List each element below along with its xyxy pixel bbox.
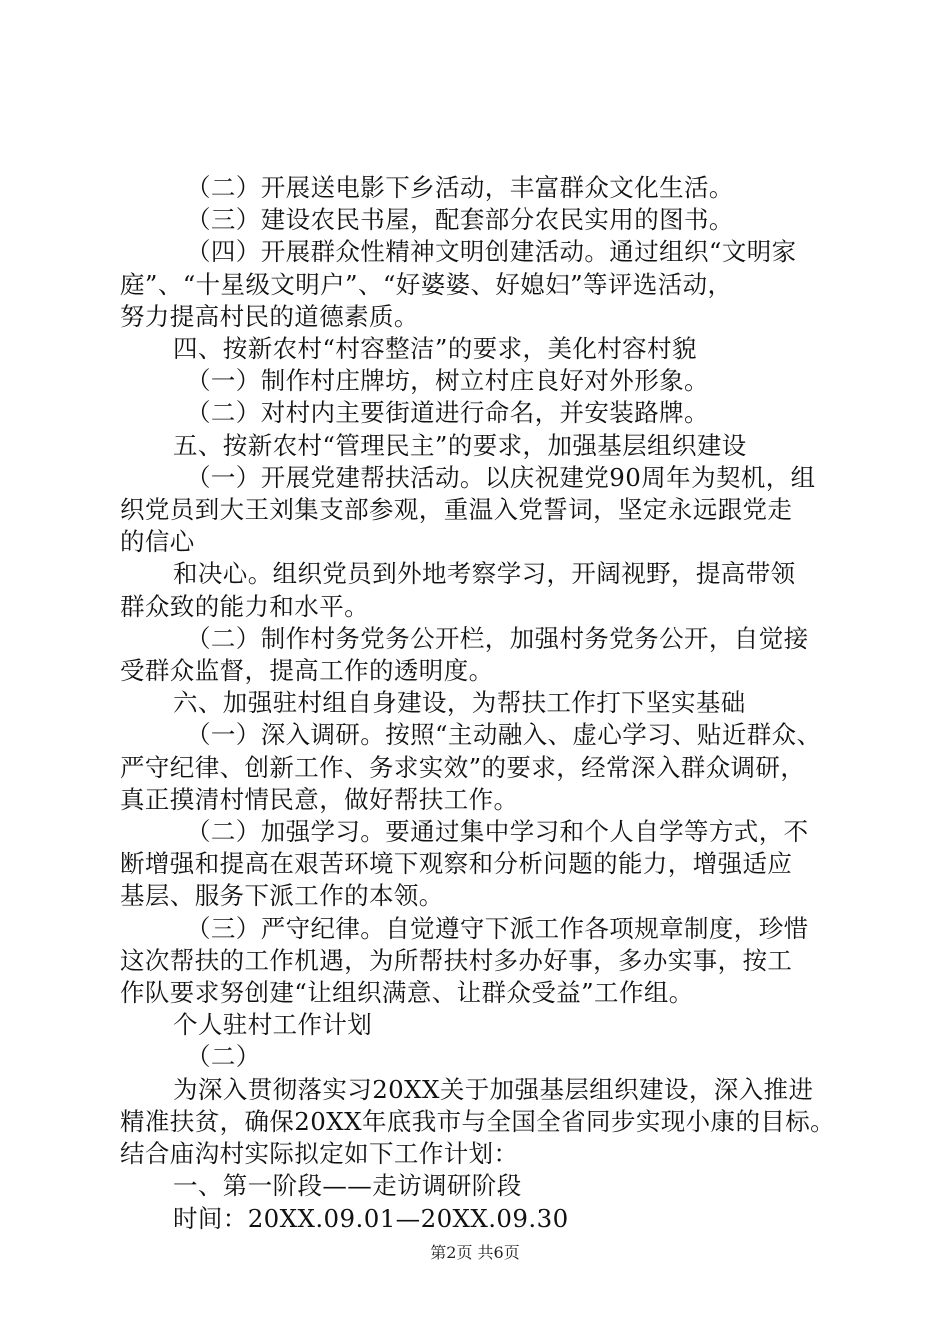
paragraph-line: 断增强和提高在艰苦环境下观察和分析问题的能力，增强适应 xyxy=(120,849,793,879)
paragraph-line: 为深入贯彻落实习20XX关于加强基层组织建设，深入推进 xyxy=(173,1074,814,1104)
paragraph-line: 六、加强驻村组自身建设，为帮扶工作打下坚实基础 xyxy=(173,688,746,718)
paragraph-line: （三）建设农民书屋，配套部分农民实用的图书。 xyxy=(186,205,734,235)
document-body xyxy=(120,172,840,1235)
paragraph-line: 个人驻村工作计划 xyxy=(173,1010,373,1040)
paragraph-line: 受群众监督，提高工作的透明度。 xyxy=(120,656,494,686)
paragraph-line: （二）对村内主要街道进行命名，并安装路牌。 xyxy=(186,398,709,428)
paragraph-line: 基层、服务下派工作的本领。 xyxy=(120,881,444,911)
paragraph-line: （二）加强学习。要通过集中学习和个人自学等方式，不 xyxy=(186,817,809,847)
paragraph-line: 庭”、“十星级文明户”、“好婆婆、好媳妇”等评选活动， xyxy=(120,269,733,299)
paragraph-line: 五、按新农村“管理民主”的要求，加强基层组织建设 xyxy=(173,430,747,460)
paragraph-line: 努力提高村民的道德素质。 xyxy=(120,301,419,331)
paragraph-line: （一）深入调研。按照“主动融入、虚心学习、贴近群众、 xyxy=(186,720,822,750)
paragraph-line: 织党员到大王刘集支部参观，重温入党誓词，坚定永远跟党走 xyxy=(120,495,793,525)
paragraph-line: 四、按新农村“村容整洁”的要求，美化村容村貌 xyxy=(173,334,697,364)
paragraph-line: 严守纪律、创新工作、务求实效”的要求，经常深入群众调研， xyxy=(120,752,806,782)
paragraph-line: 精准扶贫，确保20XX年底我市与全国全省同步实现小康的目标。 xyxy=(120,1106,836,1136)
paragraph-line: 的信心 xyxy=(120,527,195,557)
page-number-footer: 第2页 共6页 xyxy=(430,1243,520,1262)
paragraph-line: （一）制作村庄牌坊，树立村庄良好对外形象。 xyxy=(186,366,709,396)
paragraph-line: （二）开展送电影下乡活动，丰富群众文化生活。 xyxy=(186,173,734,202)
paragraph-line: （二）制作村务党务公开栏，加强村务党务公开，自觉接 xyxy=(186,623,809,653)
paragraph-line: 和决心。组织党员到外地考察学习，开阔视野，提高带领 xyxy=(173,559,796,589)
paragraph-line: 作队要求努创建“让组织满意、让群众受益”工作组。 xyxy=(120,978,694,1008)
paragraph-line: 群众致的能力和水平。 xyxy=(120,591,369,621)
paragraph-line: （二） xyxy=(186,1042,261,1072)
paragraph-line: 这次帮扶的工作机遇，为所帮扶村多办好事，多办实事，按工 xyxy=(120,945,793,975)
paragraph-line: （三）严守纪律。自觉遵守下派工作各项规章制度，珍惜 xyxy=(186,913,809,943)
paragraph-line: 真正摸清村情民意，做好帮扶工作。 xyxy=(120,784,519,814)
paragraph-line: （一）开展党建帮扶活动。以庆祝建党90周年为契机，组 xyxy=(186,462,816,492)
paragraph-line: （四）开展群众性精神文明创建活动。通过组织“文明家 xyxy=(186,237,797,267)
paragraph-line: 一、第一阶段——走访调研阶段 xyxy=(173,1171,522,1201)
paragraph-line: 结合庙沟村实际拟定如下工作计划： xyxy=(120,1139,519,1169)
paragraph-line: 时间：20XX.09.01—20XX.09.30 xyxy=(173,1203,569,1233)
